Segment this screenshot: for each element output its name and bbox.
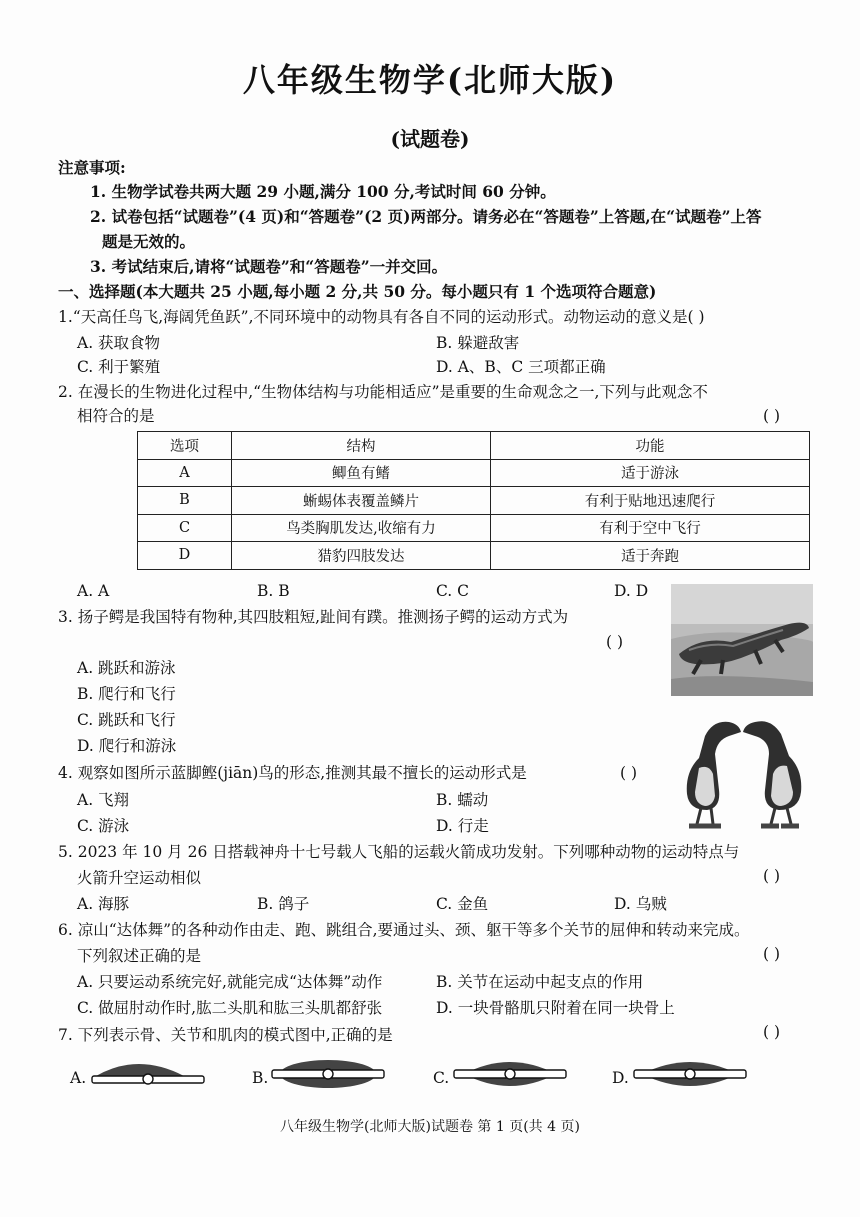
table-row bbox=[138, 487, 810, 515]
table-cell: 鲫鱼有鳍 bbox=[232, 459, 491, 487]
table-cell: 猎豹四肢发达 bbox=[232, 542, 491, 570]
bone-joint-muscle-diagram-b bbox=[268, 1054, 388, 1094]
option: B. 鸽子 bbox=[257, 895, 310, 913]
option: A. 获取食物 bbox=[77, 334, 161, 352]
table-row bbox=[138, 514, 810, 542]
table-cell: 适于奔跑 bbox=[491, 542, 810, 570]
question-stem: 7. 下列表示骨、关节和肌肉的模式图中,正确的是 bbox=[58, 1026, 393, 1044]
option: A. A bbox=[77, 582, 110, 600]
table-row bbox=[138, 459, 810, 487]
option: B. 躲避敌害 bbox=[436, 334, 520, 352]
option-label: D. bbox=[612, 1069, 629, 1087]
option: D. 行走 bbox=[436, 817, 489, 835]
page-footer: 八年级生物学(北师大版)试题卷 第 1 页(共 4 页) bbox=[280, 1119, 580, 1135]
bone-joint-muscle-diagram-a bbox=[88, 1058, 208, 1094]
table-cell: 鸟类胸肌发达,收缩有力 bbox=[232, 514, 491, 542]
bone-joint-muscle-diagram-c bbox=[450, 1054, 570, 1094]
table-cell: 适于游泳 bbox=[491, 459, 810, 487]
option: D. D bbox=[614, 582, 649, 600]
option: A. 只要运动系统完好,就能完成“达体舞”动作 bbox=[77, 973, 383, 991]
option: D. 乌贼 bbox=[614, 895, 667, 913]
option: D. 爬行和游泳 bbox=[77, 737, 177, 755]
answer-parentheses: ( ) bbox=[763, 867, 781, 885]
option: B. 蠕动 bbox=[436, 791, 489, 809]
question-stem: 2. 在漫长的生物进化过程中,“生物体结构与功能相适应”是重要的生命观念之一,下列与此观念不 bbox=[58, 383, 708, 401]
option: C. C bbox=[436, 582, 470, 600]
answer-parentheses: ( ) bbox=[763, 945, 781, 963]
table-cell: D bbox=[138, 542, 232, 570]
question-stem: 3. 扬子鳄是我国特有物种,其四肢粗短,趾间有蹼。推测扬子鳄的运动方式为 bbox=[58, 608, 569, 626]
answer-parentheses: ( ) bbox=[606, 633, 624, 651]
option: C. 跳跃和飞行 bbox=[77, 711, 176, 729]
page-title: 八年级生物学(北师大版) bbox=[242, 61, 618, 99]
option: A. 跳跃和游泳 bbox=[77, 659, 176, 677]
table-header: 功能 bbox=[491, 432, 810, 460]
question-stem: 相符合的是 bbox=[77, 407, 155, 425]
table-cell: C bbox=[138, 514, 232, 542]
option: B. 关节在运动中起支点的作用 bbox=[436, 973, 644, 991]
question-stem: 5. 2023 年 10 月 26 日搭载神舟十七号载人飞船的运载火箭成功发射。下列哪种动物的运动特点与 bbox=[58, 843, 740, 861]
table-cell: B bbox=[138, 487, 232, 515]
table-cell: 蜥蜴体表覆盖鳞片 bbox=[232, 487, 491, 515]
blue-footed-booby-photo bbox=[683, 712, 813, 834]
bone-joint-muscle-diagram-d bbox=[630, 1054, 750, 1094]
option: A. 飞翔 bbox=[77, 791, 130, 809]
option: C. 金鱼 bbox=[436, 895, 489, 913]
note-item: 3. 考试结束后,请将“试题卷”和“答题卷”一并交回。 bbox=[90, 257, 448, 276]
option: A. 海豚 bbox=[77, 895, 130, 913]
table-cell: A bbox=[138, 459, 232, 487]
note-item: 1. 生物学试卷共两大题 29 小题,满分 100 分,考试时间 60 分钟。 bbox=[90, 182, 556, 201]
answer-parentheses: ( ) bbox=[763, 407, 781, 425]
q2-table bbox=[137, 431, 810, 570]
option-label: C. bbox=[433, 1069, 450, 1087]
option: C. 做屈肘动作时,肱二头肌和肱三头肌都舒张 bbox=[77, 999, 383, 1017]
option: C. 游泳 bbox=[77, 817, 130, 835]
table-header: 结构 bbox=[232, 432, 491, 460]
question-stem: 4. 观察如图所示蓝脚鲣(jiān)鸟的形态,推测其最不擅长的运动形式是 bbox=[58, 764, 527, 782]
table-cell: 有利于空中飞行 bbox=[491, 514, 810, 542]
table-cell: 有利于贴地迅速爬行 bbox=[491, 487, 810, 515]
answer-parentheses: ( ) bbox=[763, 1023, 781, 1041]
alligator-photo bbox=[671, 584, 813, 696]
note-item: 2. 试卷包括“试题卷”(4 页)和“答题卷”(2 页)两部分。请务必在“答题卷”上答题,在“试题卷”上答 bbox=[90, 207, 762, 226]
question-stem: 火箭升空运动相似 bbox=[77, 869, 202, 887]
option: B. B bbox=[257, 582, 290, 600]
table-header: 选项 bbox=[138, 432, 232, 460]
table-header-row bbox=[138, 432, 810, 460]
option-label: A. bbox=[70, 1069, 87, 1087]
option: B. 爬行和飞行 bbox=[77, 685, 176, 703]
question-stem: 6. 凉山“达体舞”的各种动作由走、跑、跳组合,要通过头、颈、躯干等多个关节的屈伸和转动来完成。 bbox=[58, 921, 750, 939]
note-item: 题是无效的。 bbox=[102, 232, 196, 251]
page-subtitle: (试题卷) bbox=[390, 127, 470, 151]
option: D. 一块骨骼肌只附着在同一块骨上 bbox=[436, 999, 675, 1017]
option-label: B. bbox=[252, 1069, 269, 1087]
question-stem: 1.“天高任鸟飞,海阔凭鱼跃”,不同环境中的动物具有各自不同的运动形式。动物运动的意义是( ) bbox=[58, 308, 705, 326]
section-heading: 一、选择题(本大题共 25 小题,每小题 2 分,共 50 分。每小题只有 1 个选项符合题意) bbox=[58, 282, 657, 301]
option: D. A、B、C 三项都正确 bbox=[436, 358, 606, 376]
answer-parentheses: ( ) bbox=[620, 764, 638, 782]
question-stem: 下列叙述正确的是 bbox=[77, 947, 202, 965]
option: C. 利于繁殖 bbox=[77, 358, 161, 376]
table-row bbox=[138, 542, 810, 570]
notes-heading: 注意事项: bbox=[58, 158, 126, 177]
